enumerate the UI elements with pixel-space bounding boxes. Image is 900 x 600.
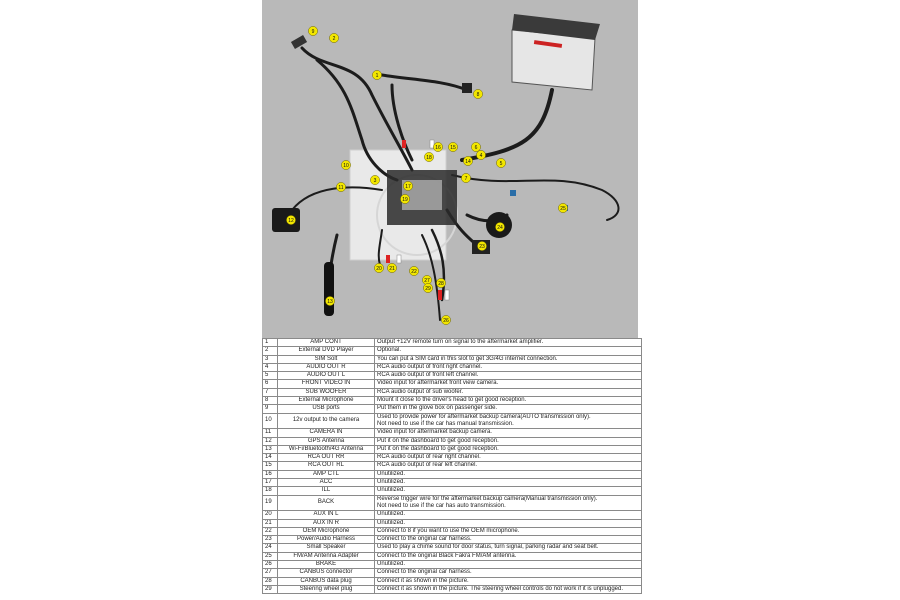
description-line: Put it on the dashboard to get good reception. [377,445,499,452]
row-number: 20 [263,511,278,519]
row-number: 3 [263,355,278,363]
table-row [263,380,642,388]
row-number: 23 [263,536,278,544]
callout-number: 13 [327,298,333,305]
callout-number: 9 [311,28,315,35]
table-row [263,405,642,413]
row-component-name: Small Speaker [278,544,375,552]
description-line: RCA audio output of rear left channel. [377,462,478,469]
row-component-name: FRONT VIDEO IN [278,380,375,388]
table-row [263,519,642,527]
description-line: Connect it as shown in the picture. The steering wheel controls do not work if it is unplugged. [377,585,624,592]
row-description [375,339,642,347]
table-row [263,429,642,437]
row-description [375,552,642,560]
table-row [263,495,642,511]
table-row [263,363,642,371]
row-component-name: RCA OUT RL [278,462,375,470]
row-description [375,561,642,569]
row-number: 4 [263,363,278,371]
description-line: Connect to 8 if you want to use the OEM microphone. [377,527,520,534]
description-line: Connect to the original car harness. [377,536,472,543]
row-description [375,347,642,355]
row-component-name: BACK [278,495,375,511]
row-component-name: USB ports [278,405,375,413]
row-description [375,380,642,388]
callout-number: 27 [424,277,430,284]
callout-number: 15 [450,144,456,151]
table-row [263,479,642,487]
row-description [375,397,642,405]
row-number: 13 [263,445,278,453]
description-line: RCA audio output of rear right channel. [377,454,481,461]
row-number: 28 [263,577,278,585]
description-line: Connect to the original car harness. [377,569,472,576]
callout-number: 22 [411,268,417,275]
callout-number: 6 [474,144,478,151]
description-line: Used to provide power for aftermarket backup camera(AUTO transmission only). [377,413,591,420]
description-line: Unutilized. [377,519,406,526]
callout-number: 19 [402,196,408,203]
table-row [263,585,642,593]
description-line: Not need to use if the car has auto transmission. [377,502,506,509]
wifi-antenna [324,262,334,316]
row-number: 7 [263,388,278,396]
row-description [375,388,642,396]
harness-photo [262,0,638,338]
table-row [263,536,642,544]
description-line: RCA audio output of front left channel. [377,372,479,379]
table-row [263,437,642,445]
row-description [375,462,642,470]
wiring-guide-sheet [262,0,638,600]
description-line: Not need to use if the car has manual transmission. [377,420,514,427]
usb-plugs [291,35,307,49]
table-row [263,577,642,585]
table-row [263,347,642,355]
row-number: 18 [263,487,278,495]
table-row [263,462,642,470]
row-description [375,429,642,437]
row-number: 12 [263,437,278,445]
row-component-name: RCA OUT RR [278,454,375,462]
description-line: You can put a SIM card in this slot to get 3G/4G internet connection. [377,355,558,362]
table-row [263,470,642,478]
row-description [375,437,642,445]
callout-number: 8 [476,91,480,98]
table-row [263,355,642,363]
row-description [375,470,642,478]
callout-number: 5 [499,160,503,167]
description-line: Unutilized. [377,561,406,568]
description-line: Unutilized. [377,479,406,486]
callout-number: 26 [443,317,449,324]
callout-number: 29 [425,285,431,292]
table-row [263,454,642,462]
callout-number: 10 [343,162,349,169]
row-description [375,445,642,453]
row-number: 27 [263,569,278,577]
row-component-name: 12v output to the camera [278,413,375,429]
row-description [375,372,642,380]
callout-number: 14 [465,158,471,165]
row-description [375,487,642,495]
row-number: 10 [263,413,278,429]
row-component-name: OEM Microphone [278,527,375,535]
row-component-name: SIM Solt [278,355,375,363]
row-component-name: External DVD Player [278,347,375,355]
row-number: 17 [263,479,278,487]
description-line: Output +12V remote turn on signal to the aftermarket amplifier. [377,339,544,345]
row-component-name: CANBUS connector [278,569,375,577]
row-description [375,413,642,429]
callout-number: 28 [438,280,444,287]
head-unit [512,14,600,90]
callout-number: 12 [288,217,294,224]
row-number: 25 [263,552,278,560]
row-description [375,511,642,519]
table-row [263,397,642,405]
row-number: 5 [263,372,278,380]
table-row [263,569,642,577]
callout-number: 20 [376,265,382,272]
row-number: 6 [263,380,278,388]
row-description [375,577,642,585]
table-row [263,487,642,495]
row-component-name: External Microphone [278,397,375,405]
description-line: Video input for aftermarket backup camera. [377,429,492,436]
row-component-name: AUDIO OUT L [278,372,375,380]
legend-table [262,338,642,594]
description-line: Used to play a chime sound for door status, turn signal, parking radar and seat belt. [377,544,599,551]
row-description [375,363,642,371]
table-row [263,445,642,453]
row-description [375,454,642,462]
table-row [263,413,642,429]
callout-number: 25 [560,205,566,212]
callout-number: 4 [479,152,483,159]
row-number: 2 [263,347,278,355]
description-line: Optional. [377,347,402,354]
row-description [375,519,642,527]
row-component-name: CAMERA IN [278,429,375,437]
description-line: Video input for aftermarket front view camera. [377,380,499,387]
table-row [263,544,642,552]
callout-number: 17 [405,183,411,190]
row-number: 11 [263,429,278,437]
row-component-name: ACC [278,479,375,487]
row-component-name: AUDIO OUT R [278,363,375,371]
description-line: Unutilized. [377,487,406,494]
row-component-name: AUX IN R [278,519,375,527]
row-component-name: AUX IN L [278,511,375,519]
table-row [263,561,642,569]
callout-number: 7 [464,175,468,182]
row-number: 21 [263,519,278,527]
row-number: 9 [263,405,278,413]
row-number: 22 [263,527,278,535]
row-description [375,479,642,487]
row-component-name: CANBUS data plug [278,577,375,585]
description-line: RCA audio output of sub woofer. [377,388,464,395]
row-number: 8 [263,397,278,405]
row-number: 15 [263,462,278,470]
row-component-name: SUB WOOFER [278,388,375,396]
row-component-name: Wi-Fi/Bluetooth/4G Antenna [278,445,375,453]
row-component-name: Steering wheel plug [278,585,375,593]
callout-number: 18 [426,154,432,161]
row-number: 24 [263,544,278,552]
row-description [375,569,642,577]
row-number: 26 [263,561,278,569]
description-line: Connect to the original Black Fakra FM/AM antenna. [377,552,517,559]
row-component-name: FM/AM Antenna Adapter [278,552,375,560]
description-line: Put them in the glove box on passenger side. [377,405,498,412]
description-line: Reverse trigger wire for the aftermarket backup camera(Manual transmission only). [377,495,598,502]
table-row [263,388,642,396]
harness-illustration [262,0,638,338]
row-number: 19 [263,495,278,511]
description-line: RCA audio output of front right channel. [377,363,483,370]
row-number: 29 [263,585,278,593]
row-description [375,544,642,552]
row-description [375,495,642,511]
table-row [263,511,642,519]
row-component-name: AMP CTL [278,470,375,478]
external-microphone [462,83,472,93]
row-number: 14 [263,454,278,462]
row-description [375,405,642,413]
row-component-name: AMP CONT [278,339,375,347]
callout-number: 11 [338,184,344,191]
callout-number: 21 [389,265,395,272]
row-description [375,536,642,544]
description-line: Mount it close to the driver's head to get good reception. [377,397,527,404]
row-component-name: BRAKE [278,561,375,569]
callout-number: 2 [332,35,336,42]
description-line: Put it on the dashboard to get good reception. [377,437,499,444]
table-row [263,527,642,535]
table-row [263,552,642,560]
table-row [263,372,642,380]
callout-number: 24 [497,224,503,231]
row-number: 1 [263,339,278,347]
row-component-name: GPS Antenna [278,437,375,445]
callout-number: 3 [373,177,377,184]
callout-number: 1 [375,72,379,79]
row-number: 16 [263,470,278,478]
description-line: Connect it as shown in the picture. [377,577,469,584]
row-description [375,585,642,593]
callout-number: 16 [435,144,441,151]
row-component-name: Power/Audio Harness [278,536,375,544]
description-line: Unutilized. [377,511,406,518]
row-description [375,527,642,535]
description-line: Unutilized. [377,470,406,477]
table-row [263,339,642,347]
callout-number: 23 [479,243,485,250]
row-component-name: ILL [278,487,375,495]
row-description [375,355,642,363]
